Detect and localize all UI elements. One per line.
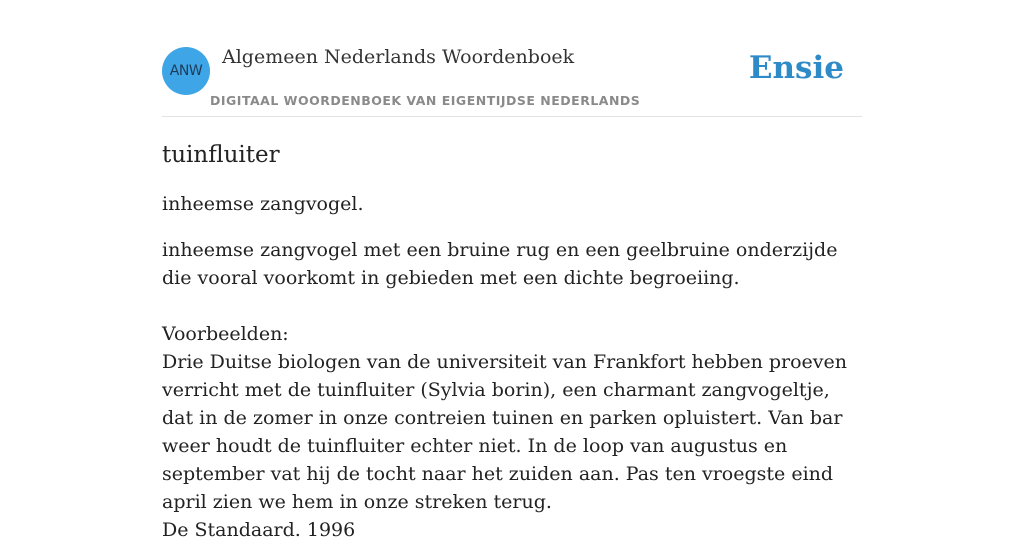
anw-logo[interactable]: ANW xyxy=(162,47,210,95)
example-source: De Standaard. 1996 xyxy=(162,519,356,541)
examples-label: Voorbeelden: xyxy=(162,323,289,345)
site-title[interactable]: Algemeen Nederlands Woordenboek xyxy=(222,46,575,68)
entry-content xyxy=(162,138,862,544)
entry-headword: tuinfluiter xyxy=(162,142,280,168)
site-subtitle: DIGITAAL WOORDENBOEK VAN EIGENTIJDSE NEDERLANDS xyxy=(210,93,641,108)
ensie-brand-link[interactable]: Ensie xyxy=(748,50,844,86)
site-header xyxy=(162,40,862,117)
short-definition: inheemse zangvogel. xyxy=(162,193,364,215)
example-text: Drie Duitse biologen van de universiteit van Frankfort hebben proeven verricht met de tuinfluiter (Sylvia borin), een charmant zangvogeltje, dat in de zomer in onze contreien tuinen en parken opluistert. Van bar weer houdt de tuinfluiter echter niet. In de loop van augustus en september vat hij de tocht naar het zuiden aan. Pas ten vroegste eind april zien we hem in onze streken terug. xyxy=(162,351,848,513)
long-definition: inheemse zangvogel met een bruine rug en een geelbruine onderzijde die vooral voorkomt in gebieden met een dichte begroeiing. xyxy=(162,239,838,289)
